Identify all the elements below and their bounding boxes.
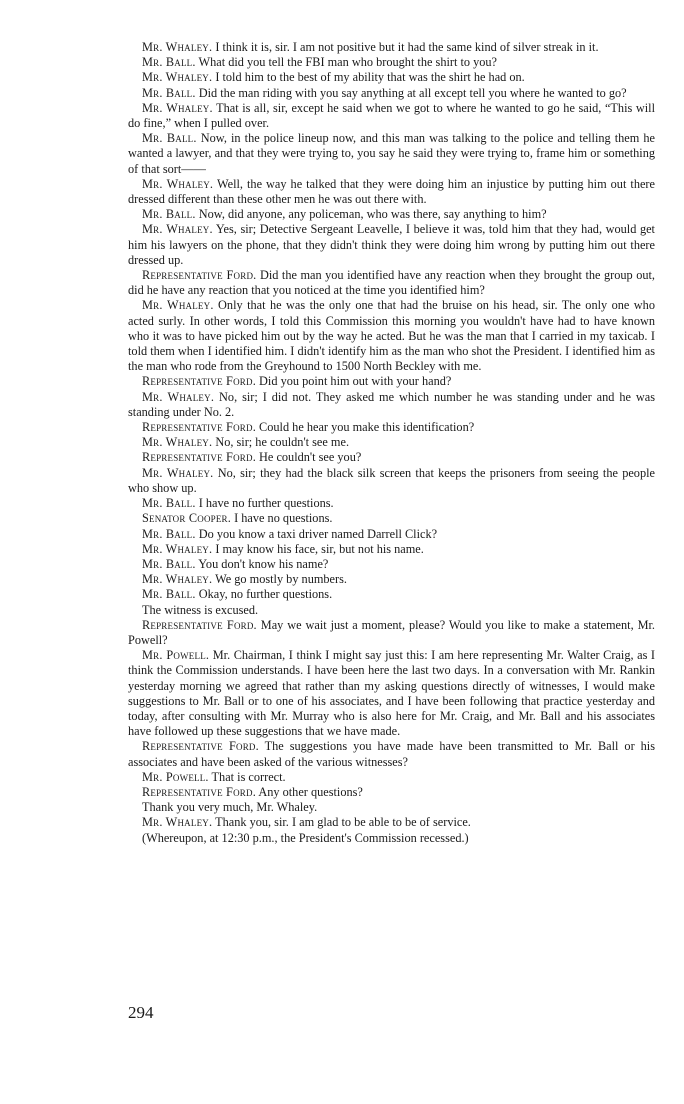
testimony-page-body — [128, 40, 655, 846]
testimony-text: We go mostly by numbers. — [212, 572, 347, 587]
testimony-paragraph — [128, 268, 655, 298]
testimony-text: I have no further questions. — [195, 496, 334, 511]
testimony-paragraph — [128, 572, 655, 587]
speaker-name: Representative Ford. — [142, 739, 259, 754]
speaker-name: Mr. Whaley. — [142, 70, 213, 85]
testimony-text: That is correct. — [208, 769, 286, 784]
testimony-paragraph — [128, 55, 655, 70]
speaker-name: Mr. Whaley. — [142, 815, 213, 830]
speaker-name: Mr. Ball. — [142, 496, 196, 511]
speaker-name: Mr. Ball. — [142, 587, 196, 602]
testimony-text: He couldn't see you? — [255, 450, 362, 465]
testimony-text: Did the man you identified have any reaction when they brought the group out, did he have any reaction that you noticed at the time you identified him? — [128, 268, 656, 298]
speaker-name: Representative Ford. — [142, 617, 257, 632]
speaker-name: Mr. Ball. — [142, 207, 196, 222]
speaker-name: Mr. Whaley. — [142, 389, 215, 404]
testimony-paragraph — [128, 207, 655, 222]
testimony-paragraph — [128, 70, 655, 85]
testimony-text: Any other questions? — [255, 784, 363, 799]
speaker-name: Mr. Whaley. — [142, 572, 213, 587]
speaker-name: Mr. Ball. — [142, 131, 197, 146]
speaker-name: Mr. Whaley. — [142, 298, 214, 313]
testimony-text: You don't know his name? — [195, 556, 329, 571]
speaker-name: Mr. Whaley. — [142, 435, 213, 450]
testimony-paragraph — [128, 587, 655, 602]
testimony-text: I told him to the best of my ability that was the shirt he had on. — [212, 70, 525, 85]
testimony-paragraph — [128, 390, 655, 420]
speaker-name: Mr. Whaley. — [142, 100, 213, 115]
testimony-text: No, sir; I did not. They asked me which number he was standing under and he was standing under No. 2. — [128, 389, 655, 419]
testimony-paragraph — [128, 557, 655, 572]
testimony-paragraph — [128, 785, 655, 800]
testimony-paragraph — [128, 739, 655, 769]
testimony-paragraph — [128, 618, 655, 648]
testimony-text: May we wait just a moment, please? Would you like to make a statement, Mr. Powell? — [128, 617, 655, 647]
testimony-text: Now, did anyone, any policeman, who was there, say anything to him? — [195, 207, 547, 222]
speaker-name: Representative Ford. — [142, 784, 256, 799]
testimony-text: No, sir; he couldn't see me. — [212, 435, 350, 450]
testimony-text: The witness is excused. — [142, 602, 259, 617]
testimony-text: I think it is, sir. I am not positive but it had the same kind of silver streak in it. — [212, 40, 599, 54]
speaker-name: Representative Ford. — [142, 420, 256, 435]
testimony-text: That is all, sir, except he said when we got to where he wanted to go he said, “This will do fine,” when I pulled over. — [128, 100, 656, 131]
testimony-paragraph — [128, 496, 655, 511]
testimony-paragraph — [128, 466, 655, 496]
speaker-name: Mr. Whaley. — [142, 541, 213, 556]
speaker-name: Representative Ford. — [142, 374, 256, 389]
testimony-text: (Whereupon, at 12:30 p.m., the President's Commission recessed.) — [142, 830, 469, 845]
testimony-paragraph — [128, 298, 655, 374]
testimony-paragraph — [128, 222, 655, 268]
speaker-name: Representative Ford. — [142, 268, 257, 283]
speaker-name: Mr. Whaley. — [142, 40, 213, 54]
testimony-paragraph — [128, 86, 655, 101]
speaker-name: Mr. Whaley. — [142, 465, 214, 480]
testimony-paragraph — [128, 770, 655, 785]
testimony-text: What did you tell the FBI man who brought the shirt to you? — [195, 55, 498, 70]
testimony-paragraph — [128, 831, 655, 846]
testimony-paragraph — [128, 542, 655, 557]
testimony-text: Did the man riding with you say anything at all except tell you where he wanted to go? — [195, 85, 627, 100]
testimony-text: Could he hear you make this identification? — [255, 420, 475, 435]
testimony-paragraph — [128, 177, 655, 207]
testimony-text: Mr. Chairman, I think I might say just this: I am here representing Mr. Walter Craig, as I think the Commission understands. I have been here the last two days. In a conversation with Mr. Rankin yesterday morning we agreed that rather than my asking questions directly of witnesses, I would make suggestions to Mr. Ball or to one of his associates, and I have been following that practice yesterday and today, after consulting with Mr. Murray who is also here for Mr. Craig, and Mr. Ball and his associates have followed up these suggestions that we have made. — [128, 648, 655, 739]
testimony-paragraph — [128, 40, 655, 55]
speaker-name: Representative Ford. — [142, 450, 256, 465]
testimony-paragraph — [128, 374, 655, 389]
speaker-name: Mr. Powell. — [142, 648, 210, 663]
testimony-paragraph — [128, 815, 655, 830]
speaker-name: Mr. Ball. — [142, 55, 196, 70]
speaker-name: Mr. Ball. — [142, 85, 196, 100]
testimony-text: I may know his face, sir, but not his name. — [212, 541, 424, 556]
testimony-text: Do you know a taxi driver named Darrell Click? — [195, 526, 438, 541]
testimony-text: Did you point him out with your hand? — [255, 374, 452, 389]
testimony-paragraph — [128, 131, 655, 177]
speaker-name: Mr. Whaley. — [142, 176, 214, 191]
testimony-text: The suggestions you have made have been transmitted to Mr. Ball or his associates and have been asked of the various witnesses? — [128, 739, 655, 769]
testimony-paragraph — [128, 603, 655, 618]
testimony-paragraph — [128, 435, 655, 450]
testimony-text: Well, the way he talked that they were doing him an injustice by putting him out there dressed different than these other men he was out there with. — [128, 176, 655, 207]
testimony-paragraph — [128, 420, 655, 435]
speaker-name: Mr. Powell. — [142, 769, 209, 784]
speaker-name: Senator Cooper. — [142, 511, 232, 526]
testimony-paragraph — [128, 800, 655, 815]
testimony-paragraph — [128, 511, 655, 526]
speaker-name: Mr. Ball. — [142, 526, 196, 541]
testimony-text: Yes, sir; Detective Sergeant Leavelle, I believe it was, told him that they had, would get him his lawyers on the phone, that they didn't think they were doing him wrong by putting him out there dressed up. — [128, 222, 655, 267]
testimony-text: Only that he was the only one that had the bruise on his head, sir. The only one who acted surly. In other words, I told this Commission this morning you wouldn't have had to have known who it was to have picked him out by the way he acted. But he was the man that I carried in my taxicab. I told them when I identified him. I didn't identify him as the man who shot the President. I identified him as the man who rode from the Greyhound to 1500 North Beckley with me. — [128, 298, 655, 374]
testimony-text: No, sir; they had the black silk screen that keeps the prisoners from seeing the people who show up. — [128, 465, 655, 495]
testimony-paragraph — [128, 101, 655, 131]
testimony-paragraph — [128, 450, 655, 465]
page-number: 294 — [128, 1003, 154, 1022]
testimony-text: Now, in the police lineup now, and this man was talking to the police and telling them he wanted a lawyer, and that they were trying to, you say he said they were trying to, frame him or something of that sort—— — [128, 131, 656, 176]
testimony-text: Thank you, sir. I am glad to be able to be of service. — [212, 815, 471, 830]
testimony-text: Okay, no further questions. — [195, 587, 333, 602]
speaker-name: Mr. Whaley. — [142, 222, 213, 237]
testimony-text: I have no questions. — [231, 511, 333, 526]
testimony-paragraph — [128, 527, 655, 542]
testimony-text: Thank you very much, Mr. Whaley. — [142, 800, 318, 815]
testimony-paragraph — [128, 648, 655, 739]
speaker-name: Mr. Ball. — [142, 556, 196, 571]
